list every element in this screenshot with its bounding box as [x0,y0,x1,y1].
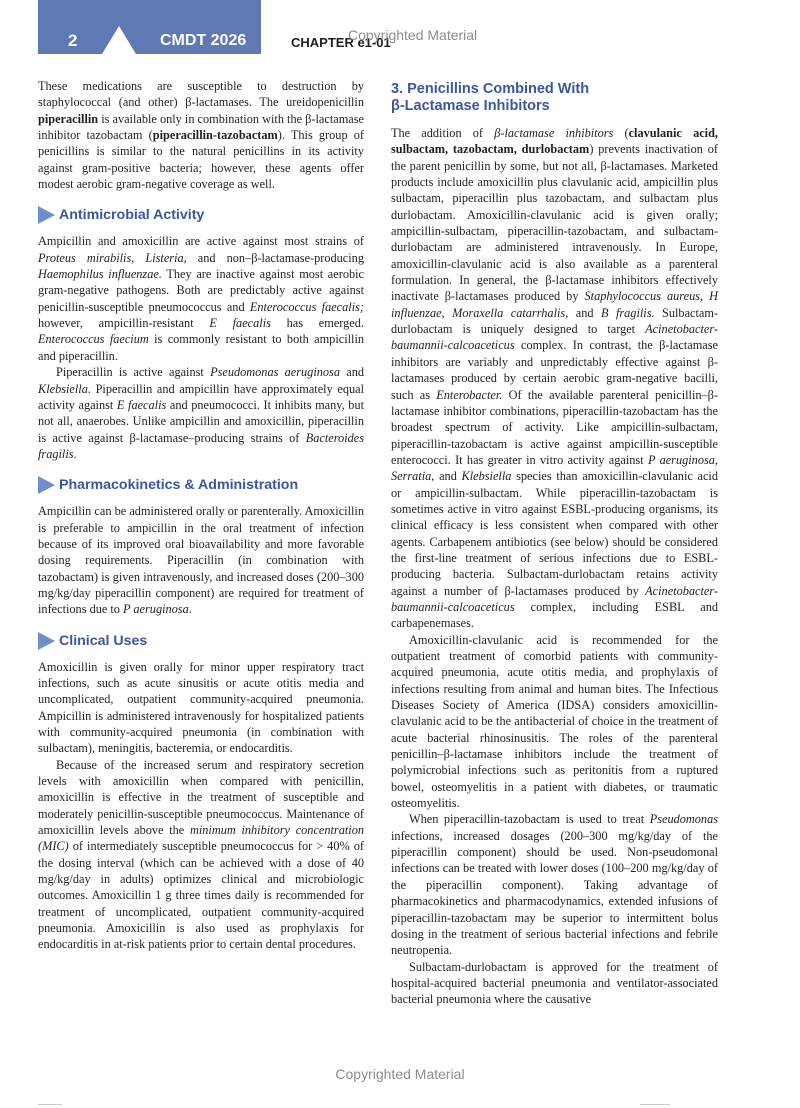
section-heading-text: Pharmacokinetics & Administration [59,477,299,494]
body-paragraph [38,659,364,757]
text-run: Ampicillin and amoxicillin are active against most strains of [38,234,364,249]
watermark-bottom: Copyrighted Material [335,1066,465,1082]
triangle-bullet-icon [38,476,55,494]
footer-rule [640,1104,670,1105]
bold-text: piperacillin-tazobactam [152,128,278,143]
italic-text: E faecalis [116,397,167,412]
italic-text: Acinetobacter-baumannii-calcoaceticus [391,583,718,614]
italic-text: Enterococcus faecalis; [249,299,364,314]
text-run: ). This group of penicillins is similar to the natural penicillins in its activity against gram-positive bacteria; however, these agents offer modest aerobic gram-negative coverage as well. [38,128,364,192]
text-run: Sulbactam-durlobactam is uniquely designed to target [391,305,719,337]
text-run: and pneumococci. It inhibits many, but not all, anaerobes. Unlike ampicillin and amoxicillin, piperacillin is active against β-lactamase–producing strains of [38,397,365,445]
italic-text: Pseudomonas aeruginosa [210,365,340,380]
text-run: of intermediately susceptible pneumococcus for > 40% of the dosing interval (which can be achieved with a dose of 40 mg/kg/day in adults) optimizes clinical and microbiologic outcomes. Amoxicillin 1 g three times daily is recommended for treatment of uncomplicated, outpatient community-acquired pneumonia. Amoxicillin is also used as prophylaxis for endocarditis in at-risk patients prior to certain dental procedures. [38,839,364,952]
italic-text: Staphylococcus aureus, H influenzae, Moraxella catarrhalis, [391,289,718,320]
text-run: is available only in combination with the β-lactamase inhibitor tazobactam ( [38,111,364,143]
section-title-line-1: 3. Penicillins Combined With [391,81,590,97]
body-paragraph [391,811,718,958]
italic-text: Listeria [145,250,184,265]
header-notch [102,26,136,54]
body-paragraph [391,125,718,632]
intro-paragraph [38,78,364,192]
section-title-line-2: β-Lactamase Inhibitors [391,98,550,114]
body-paragraph [391,632,718,812]
text-run: , and non–β-lactamase-producing [183,250,364,265]
italic-text: P aeruginosa [123,602,189,617]
text-run: is commonly resistant to both ampicillin and piperacillin. [38,332,365,363]
text-run: however, ampicillin-resistant [38,316,210,331]
italic-text: β-lactamase inhibitors [494,126,614,140]
italic-text: Haemophilus influenzae. [38,267,162,282]
text-run: Amoxicillin-clavulanic acid is recommended for the outpatient treatment of comorbid patients with community-acquired pneumonia, acute otitis media, and prophylaxis of infections resulting from animal and human bites. The Infectious Diseases Society of America (IDSA) considers amoxicillin-clavulanic acid to be the antibacterial of choice in the treatment of acute bacterial rhinosinusitis. The roles of the parenteral penicillin–β-lactamase inhibitors include the treatment of polymicrobial infections such as peritonitis from a ruptured bowel, osteomyelitis in a patient with diabetes, or traumatic osteomyelitis. [391,632,718,811]
text-run: ) prevents inactivation of the parent penicillin by some, but not all, β-lactamases. Marketed products include amoxicillin plus clavulanic acid, ampicillin plus sulbactam, piperacillin plus tazobactam, and sulbactam plus durlobactam. Amoxicillin-clavulanic acid is given orally; ampicillin-sulbactam, piperacillin-tazobactam, and sulbactam-durlobactam are administered intravenously. In Europe, amoxicillin-clavulanic acid is also available as a parenteral formulation. In general, the β-lactamase inhibitors effectively inactivate β-lactamases produced by [391,142,719,304]
text-run: complex, including ESBL and carbapenemases. [391,599,718,631]
text-run: has emerged. [270,316,364,331]
text-run: Of the available parenteral penicillin–β-lactamase inhibitor combinations, piperacillin-tazobactam has the broadest spectrum of activity. Like ampicillin-sulbactam, piperacillin-tazobactam is active against ampicillin-susceptible enterococci. It has greater in vitro activity against [391,387,719,467]
text-run: species than amoxicillin-clavulanic acid or ampicillin-sulbactam. While piperacillin-tazobactam is sometimes active in vitro against ESBL-producing organisms, its clinical efficacy is less consistent when compared with other agents. Carbapenem antibiotics (see below) should be considered the first-line treatment of serious infections due to ESBL-producing bacteria. Sulbactam-durlobactam retains activity against a number of β-lactamases produced by [391,469,719,598]
text-run: The addition of [391,126,495,140]
section-heading [38,632,364,650]
bold-text: clavulanic acid, sulbactam, tazobactam, durlobactam [391,126,718,157]
italic-text: Enterococcus faecium [38,332,149,347]
body-paragraph [391,959,718,1008]
italic-text: Enterobacter. [436,387,503,402]
italic-text: B fragilis. [600,305,655,320]
triangle-bullet-icon [38,632,55,650]
italic-text: Acinetobacter-baumannii-calcoaceticus [391,322,718,353]
text-run: complex. In contrast, the β-lactamase inhibitors are variably and unpredictably effective against β-lactamases produced by certain aerobic gram-negative bacilli, such as [391,338,718,402]
section-heading-text: Antimicrobial Activity [59,207,205,224]
italic-text: minimum inhibitory concentration (MIC) [38,823,364,854]
body-paragraph [38,364,364,462]
italic-text: Klebsiella [38,381,88,396]
section-heading [38,206,364,224]
body-paragraph [38,503,364,617]
right-paragraphs [391,125,718,1008]
left-sections [38,206,364,952]
body-paragraph [38,233,364,364]
text-run: infections, increased dosages (200–300 mg/kg/day of the piperacillin component) should be used. Non-pseudomonal infections can be treated with lower doses (100–200 mg/kg/day of the piperacillin component). Taking advantage of pharmacokinetics and pharmacodynamics, extended infusions of piperacillin-tazobactam may be superior to intermittent bolus dosing in the treatment of serious bacterial infections and febrile neutropenia. [391,828,718,958]
footer-rule [38,1104,62,1105]
text-run: and [568,305,601,320]
text-run: Piperacillin is active against [56,365,211,380]
section-heading-text: Clinical Uses [59,632,148,649]
text-run: . Piperacillin and ampicillin have approximately equal activity against [38,381,364,412]
text-run: Because of the increased serum and respiratory secretion levels with amoxicillin when compared with penicillin, amoxicillin is effective in the treatment of susceptible and moderately penicillin-susceptible pneumococcus. Maintenance of amoxicillin levels above the [38,757,364,838]
text-run: They are inactive against most aerobic gram-negative pathogens. Both are predictably active against penicillin-susceptible pneumococcus and [38,267,364,314]
section-heading [38,476,364,494]
triangle-bullet-icon [38,206,55,224]
section-title [391,81,718,115]
text-run: and [434,469,462,484]
text-run: These medications are susceptible to destruction by staphylococcal (and other) β-lactamases. The ureidopenicillin [38,79,364,110]
italic-text: P aeruginosa, Serratia, [391,452,718,484]
italic-text: Pseudomonas [649,812,718,827]
page-number: 2 [68,31,78,50]
left-column [38,78,364,953]
body-paragraph [38,757,364,953]
watermark-top: Copyrighted Material [348,27,478,43]
bold-text: piperacillin [38,111,99,126]
italic-text: Klebsiella [461,469,512,484]
text-run: Ampicillin can be administered orally or parenterally. Amoxicillin is preferable to ampicillin in the oral treatment of infection because of its improved oral bioavailability and more favorable dosing requirements. Piperacillin (in combination with tazobactam) is given intravenously, and increased doses (200–300 mg/kg/day piperacillin component) are required for treatment of infections due to [38,504,364,617]
italic-text: E faecalis [209,316,271,331]
text-run: and [339,365,364,380]
text-run: , [131,250,146,265]
italic-text: Proteus mirabilis [38,250,132,265]
right-column [391,81,718,1008]
italic-text: Bacteroides fragilis [38,430,364,461]
text-run: . [188,602,192,617]
text-run: Amoxicillin is given orally for minor upper respiratory tract infections, such as acute sinusitis or acute otitis media and uncomplicated, outpatient community-acquired pneumonia. Ampicillin is administered intravenously for hospitalized patients with community-acquired pneumonia (in combination with sulbactam), meningitis, bacteremia, or endocarditis. [38,659,364,756]
text-run: Sulbactam-durlobactam is approved for the treatment of hospital-acquired bacterial pneumonia and ventilator-associated bacterial pneumonia where the causative [391,959,718,1007]
chapter-label: CHAPTER e1-01 [291,35,391,50]
text-run: . [73,446,77,461]
book-title: CMDT 2026 [160,32,247,49]
text-run: ( [613,126,629,140]
text-run: When piperacillin-tazobactam is used to treat [409,812,650,827]
